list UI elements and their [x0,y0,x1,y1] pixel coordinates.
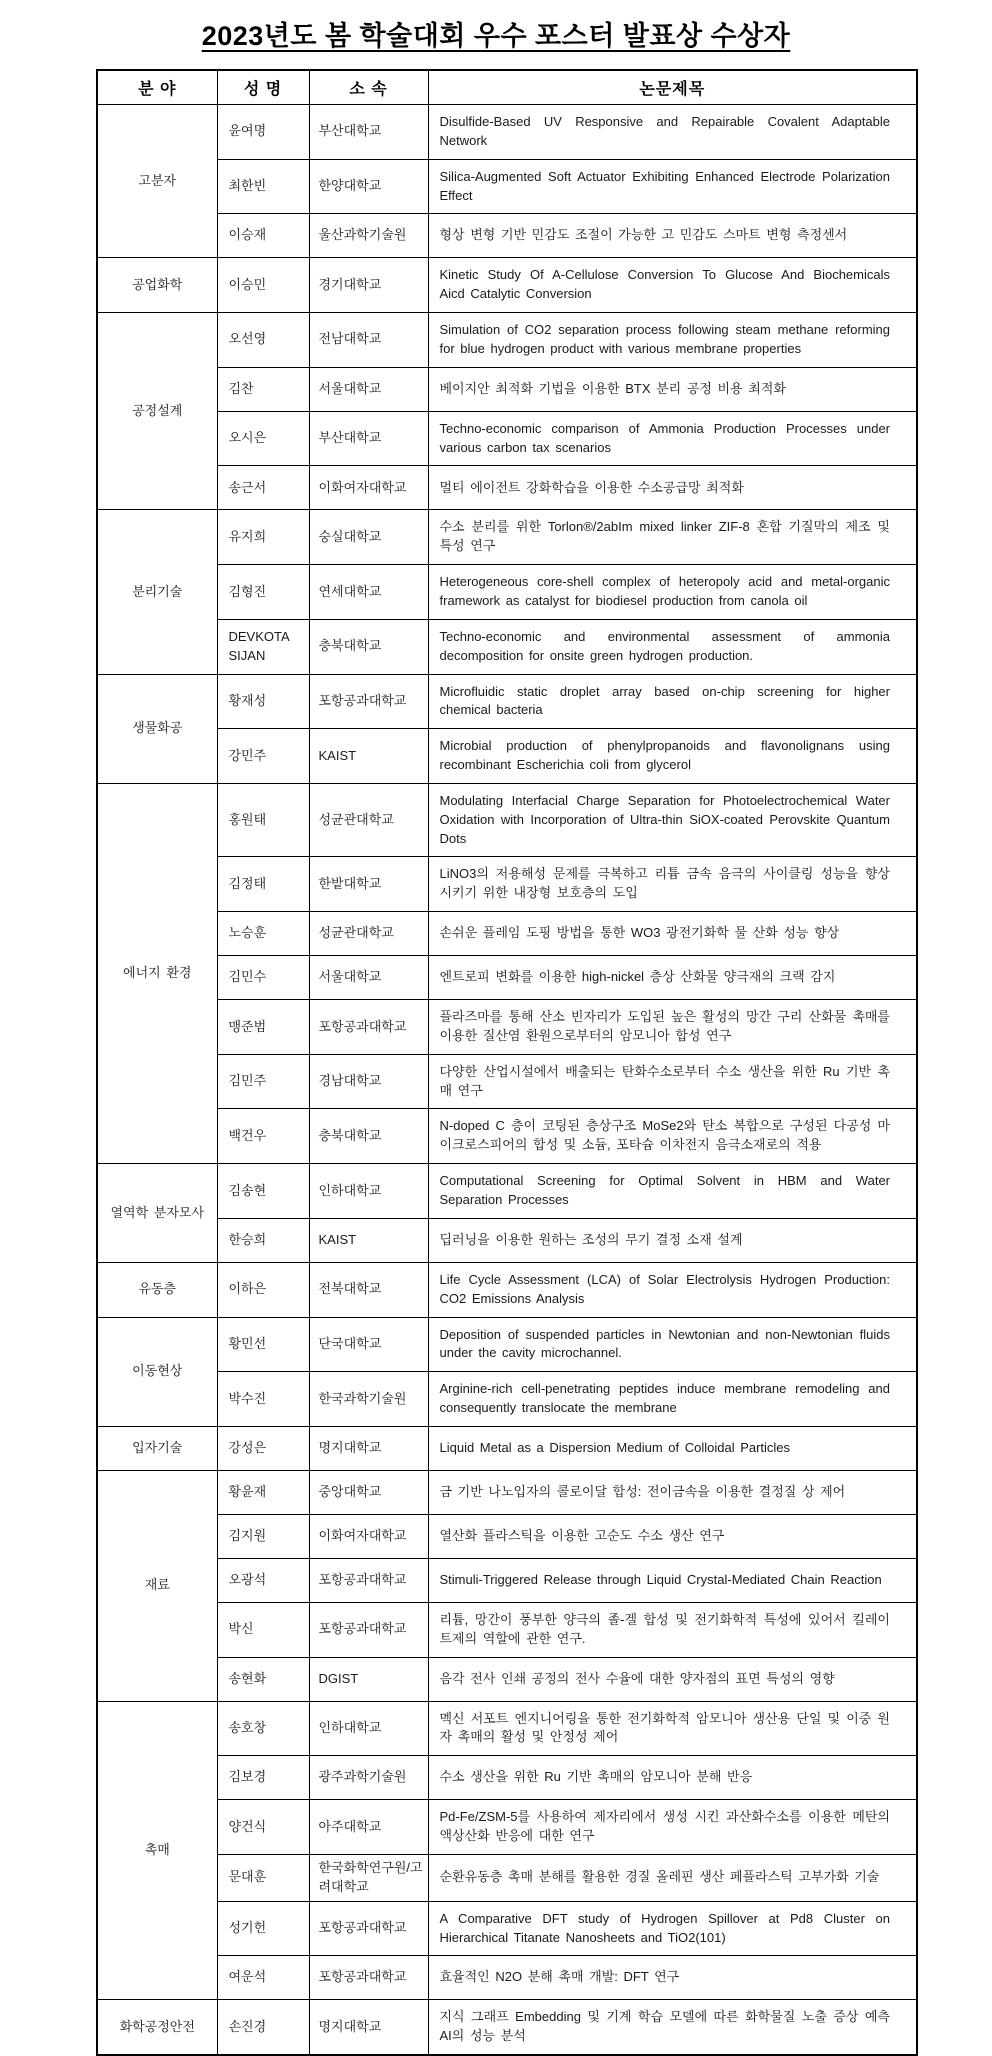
aff-cell: KAIST [309,1218,428,1262]
table-row [97,729,917,784]
name-cell: 오시은 [217,411,309,466]
table-row [97,510,917,565]
field-cell: 입자기술 [97,1426,217,1470]
name-cell: 문대훈 [217,1854,309,1901]
table-row [97,1701,917,1756]
title-cell: 형상 변형 기반 민감도 조절이 가능한 고 민감도 스마트 변형 측정센서 [428,214,917,258]
name-cell: 여운석 [217,1956,309,2000]
page-title: 2023년도 봄 학술대회 우수 포스터 발표상 수상자 [201,21,791,51]
aff-cell: 숭실대학교 [309,510,428,565]
table-row [97,1317,917,1372]
name-cell: 오광석 [217,1558,309,1602]
field-cell: 열역학 분자모사 [97,1164,217,1263]
field-cell: 화학공정안전 [97,2000,217,2055]
aff-cell: 경기대학교 [309,258,428,313]
title-cell: 열산화 플라스틱을 이용한 고순도 수소 생산 연구 [428,1514,917,1558]
table-row [97,1756,917,1800]
title-cell: 멀티 에이전트 강화학습을 이용한 수소공급망 최적화 [428,466,917,510]
header-row [97,70,917,105]
table-row [97,313,917,368]
title-cell: Pd-Fe/ZSM-5를 사용하여 제자리에서 생성 시킨 과산화수소를 이용한 메탄의 액상산화 반응에 대한 연구 [428,1800,917,1855]
table-row [97,1000,917,1055]
field-cell: 분리기술 [97,510,217,674]
title-cell: 리튬, 망간이 풍부한 양극의 졸-겔 합성 및 전기화학적 특성에 있어서 킬레이트제의 역할에 관한 연구. [428,1602,917,1657]
table-row [97,466,917,510]
header-name: 성 명 [217,70,309,105]
field-cell: 고분자 [97,105,217,258]
aff-cell: 한양대학교 [309,159,428,214]
title-cell: 음각 전사 인쇄 공정의 전사 수율에 대한 양자점의 표면 특성의 영향 [428,1657,917,1701]
name-cell: 황윤재 [217,1470,309,1514]
aff-cell: 포항공과대학교 [309,674,428,729]
name-cell: 윤여명 [217,105,309,160]
title-cell: Stimuli-Triggered Release through Liquid Crystal-Mediated Chain Reaction [428,1558,917,1602]
name-cell: 송근서 [217,466,309,510]
name-cell: 김찬 [217,367,309,411]
aff-cell: 명지대학교 [309,2000,428,2055]
table-row [97,1372,917,1427]
title-cell: 멕신 서포트 엔지니어링을 통한 전기화학적 암모니아 생산용 단일 및 이중 원자 촉매의 활성 및 안정성 제어 [428,1701,917,1756]
field-cell: 공업화학 [97,258,217,313]
aff-cell: 인하대학교 [309,1164,428,1219]
aff-cell: 포항공과대학교 [309,1956,428,2000]
table-row [97,674,917,729]
field-cell: 이동현상 [97,1317,217,1426]
field-cell: 에너지 환경 [97,783,217,1163]
table-row [97,1470,917,1514]
table-row [97,1956,917,2000]
name-cell: 손진경 [217,2000,309,2055]
title-cell: 금 기반 나노입자의 콜로이달 합성: 전이금속을 이용한 결정질 상 제어 [428,1470,917,1514]
name-cell: 김민수 [217,956,309,1000]
aff-cell: 포항공과대학교 [309,1901,428,1956]
table-row [97,565,917,620]
title-cell: Techno-economic and environmental assessment of ammonia decomposition for onsite green hydrogen production. [428,619,917,674]
table-row [97,214,917,258]
aff-cell: 성균관대학교 [309,912,428,956]
aff-cell: 충북대학교 [309,619,428,674]
aff-cell: 부산대학교 [309,411,428,466]
table-row [97,1602,917,1657]
name-cell: 맹준범 [217,1000,309,1055]
aff-cell: 경남대학교 [309,1054,428,1109]
title-cell: 지식 그래프 Embedding 및 기계 학습 모델에 따른 화학물질 노출 증상 예측 AI의 성능 분석 [428,2000,917,2055]
field-cell: 촉매 [97,1701,217,2000]
name-cell: 박신 [217,1602,309,1657]
aff-cell: 연세대학교 [309,565,428,620]
name-cell: 노승훈 [217,912,309,956]
table-row [97,857,917,912]
name-cell: 이하은 [217,1262,309,1317]
header-paper-title: 논문제목 [428,70,917,105]
aff-cell: 서울대학교 [309,956,428,1000]
name-cell: 유지희 [217,510,309,565]
name-cell: 송현화 [217,1657,309,1701]
aff-cell: 서울대학교 [309,367,428,411]
table-row [97,956,917,1000]
aff-cell: 한밭대학교 [309,857,428,912]
name-cell: 송호창 [217,1701,309,1756]
name-cell: 양건식 [217,1800,309,1855]
name-cell: 한승희 [217,1218,309,1262]
table-row [97,159,917,214]
title-cell: 플라즈마를 통해 산소 빈자리가 도입된 높은 활성의 망간 구리 산화물 촉매를 이용한 질산염 환원으로부터의 암모니아 합성 연구 [428,1000,917,1055]
table-row [97,1800,917,1855]
title-cell: LiNO3의 저용해성 문제를 극복하고 리튬 금속 음극의 사이클링 성능을 향상시키기 위한 내장형 보호층의 도입 [428,857,917,912]
aff-cell: 한국과학기술원 [309,1372,428,1427]
table-row [97,1854,917,1901]
table-row [97,1109,917,1164]
field-cell: 유동층 [97,1262,217,1317]
aff-cell: 이화여자대학교 [309,1514,428,1558]
table-row [97,1558,917,1602]
aff-cell: 전남대학교 [309,313,428,368]
title-cell: Silica-Augmented Soft Actuator Exhibiting Enhanced Electrode Polarization Effect [428,159,917,214]
table-row [97,258,917,313]
title-cell: Arginine-rich cell-penetrating peptides induce membrane remodeling and consequently translocate the membrane [428,1372,917,1427]
aff-cell: 광주과학기술원 [309,1756,428,1800]
aff-cell: 충북대학교 [309,1109,428,1164]
name-cell: 황재성 [217,674,309,729]
name-cell: 김정태 [217,857,309,912]
aff-cell: 포항공과대학교 [309,1000,428,1055]
name-cell: 강민주 [217,729,309,784]
table-row [97,105,917,160]
name-cell: 백건우 [217,1109,309,1164]
title-cell: 다양한 산업시설에서 배출되는 탄화수소로부터 수소 생산을 위한 Ru 기반 촉매 연구 [428,1054,917,1109]
title-cell: Kinetic Study Of A-Cellulose Conversion To Glucose And Biochemicals Aicd Catalytic Conversion [428,258,917,313]
name-cell: 박수진 [217,1372,309,1427]
aff-cell: 이화여자대학교 [309,466,428,510]
table-row [97,1262,917,1317]
awards-table [96,69,918,2056]
aff-cell: 성균관대학교 [309,783,428,857]
aff-cell: 전북대학교 [309,1262,428,1317]
table-row [97,619,917,674]
title-cell: Modulating Interfacial Charge Separation for Photoelectrochemical Water Oxidation with Incorporation of Ultra-thin SiOX-coated Perovskite Quantum Dots [428,783,917,857]
awards-table-body [97,105,917,2056]
title-cell: Simulation of CO2 separation process following steam methane reforming for blue hydrogen product with various membrane properties [428,313,917,368]
aff-cell: 부산대학교 [309,105,428,160]
field-cell: 생물화공 [97,674,217,783]
title-cell: 순환유동층 촉매 분해를 활용한 경질 올레핀 생산 페플라스틱 고부가화 기술 [428,1854,917,1901]
aff-cell: 단국대학교 [309,1317,428,1372]
title-cell: N-doped C 층이 코팅된 층상구조 MoSe2와 탄소 복합으로 구성된 다공성 마이크로스피어의 합성 및 소듐, 포타슘 이차전지 음극소재로의 적용 [428,1109,917,1164]
name-cell: 김송현 [217,1164,309,1219]
table-row [97,783,917,857]
aff-cell: 인하대학교 [309,1701,428,1756]
title-cell: 수소 분리를 위한 Torlon®/2abIm mixed linker ZIF-8 혼합 기질막의 제조 및 특성 연구 [428,510,917,565]
title-cell: 수소 생산을 위한 Ru 기반 촉매의 암모니아 분해 반응 [428,1756,917,1800]
name-cell: 황민선 [217,1317,309,1372]
name-cell: 김민주 [217,1054,309,1109]
name-cell: 김보경 [217,1756,309,1800]
table-row [97,1054,917,1109]
table-row [97,1901,917,1956]
table-row [97,912,917,956]
name-cell: 성기헌 [217,1901,309,1956]
field-cell: 재료 [97,1470,217,1701]
name-cell: 김지원 [217,1514,309,1558]
title-cell: 베이지안 최적화 기법을 이용한 BTX 분리 공정 비용 최적화 [428,367,917,411]
table-row [97,2000,917,2055]
title-cell: Deposition of suspended particles in Newtonian and non-Newtonian fluids under the cavity microchannel. [428,1317,917,1372]
title-cell: Life Cycle Assessment (LCA) of Solar Electrolysis Hydrogen Production: CO2 Emissions Analysis [428,1262,917,1317]
title-cell: 손쉬운 플레임 도핑 방법을 통한 WO3 광전기화학 물 산화 성능 향상 [428,912,917,956]
table-row [97,1426,917,1470]
field-cell: 공정설계 [97,313,217,510]
title-cell: 딥러닝을 이용한 원하는 조성의 무기 결정 소재 설계 [428,1218,917,1262]
title-cell: Disulfide-Based UV Responsive and Repairable Covalent Adaptable Network [428,105,917,160]
title-cell: Techno-economic comparison of Ammonia Production Processes under various carbon tax scenarios [428,411,917,466]
name-cell: DEVKOTA SIJAN [217,619,309,674]
table-row [97,1657,917,1701]
name-cell: 이승민 [217,258,309,313]
table-row [97,1218,917,1262]
title-cell: Microfluidic static droplet array based on-chip screening for higher chemical bacteria [428,674,917,729]
aff-cell: KAIST [309,729,428,784]
name-cell: 홍원태 [217,783,309,857]
table-row [97,1164,917,1219]
aff-cell: 울산과학기술원 [309,214,428,258]
aff-cell: 아주대학교 [309,1800,428,1855]
title-cell: 효율적인 N2O 분해 촉매 개발: DFT 연구 [428,1956,917,2000]
aff-cell: 포항공과대학교 [309,1602,428,1657]
title-cell: Microbial production of phenylpropanoids and flavonolignans using recombinant Escherichia coli from glycerol [428,729,917,784]
header-field: 분 야 [97,70,217,105]
aff-cell: 중앙대학교 [309,1470,428,1514]
name-cell: 이승재 [217,214,309,258]
title-cell: Heterogeneous core-shell complex of heteropoly acid and metal-organic framework as catalyst for biodiesel production from canola oil [428,565,917,620]
name-cell: 강성은 [217,1426,309,1470]
name-cell: 오선영 [217,313,309,368]
table-row [97,367,917,411]
header-affiliation: 소 속 [309,70,428,105]
name-cell: 최한빈 [217,159,309,214]
table-row [97,1514,917,1558]
aff-cell: 한국화학연구원/고려대학교 [309,1854,428,1901]
awards-table-header [97,70,917,105]
title-cell: 엔트로피 변화를 이용한 high-nickel 층상 산화물 양극재의 크랙 감지 [428,956,917,1000]
title-cell: Liquid Metal as a Dispersion Medium of Colloidal Particles [428,1426,917,1470]
table-row [97,411,917,466]
aff-cell: 명지대학교 [309,1426,428,1470]
name-cell: 김형진 [217,565,309,620]
title-cell: Computational Screening for Optimal Solvent in HBM and Water Separation Processes [428,1164,917,1219]
aff-cell: DGIST [309,1657,428,1701]
title-cell: A Comparative DFT study of Hydrogen Spillover at Pd8 Cluster on Hierarchical Titanate Nanosheets and TiO2(101) [428,1901,917,1956]
aff-cell: 포항공과대학교 [309,1558,428,1602]
